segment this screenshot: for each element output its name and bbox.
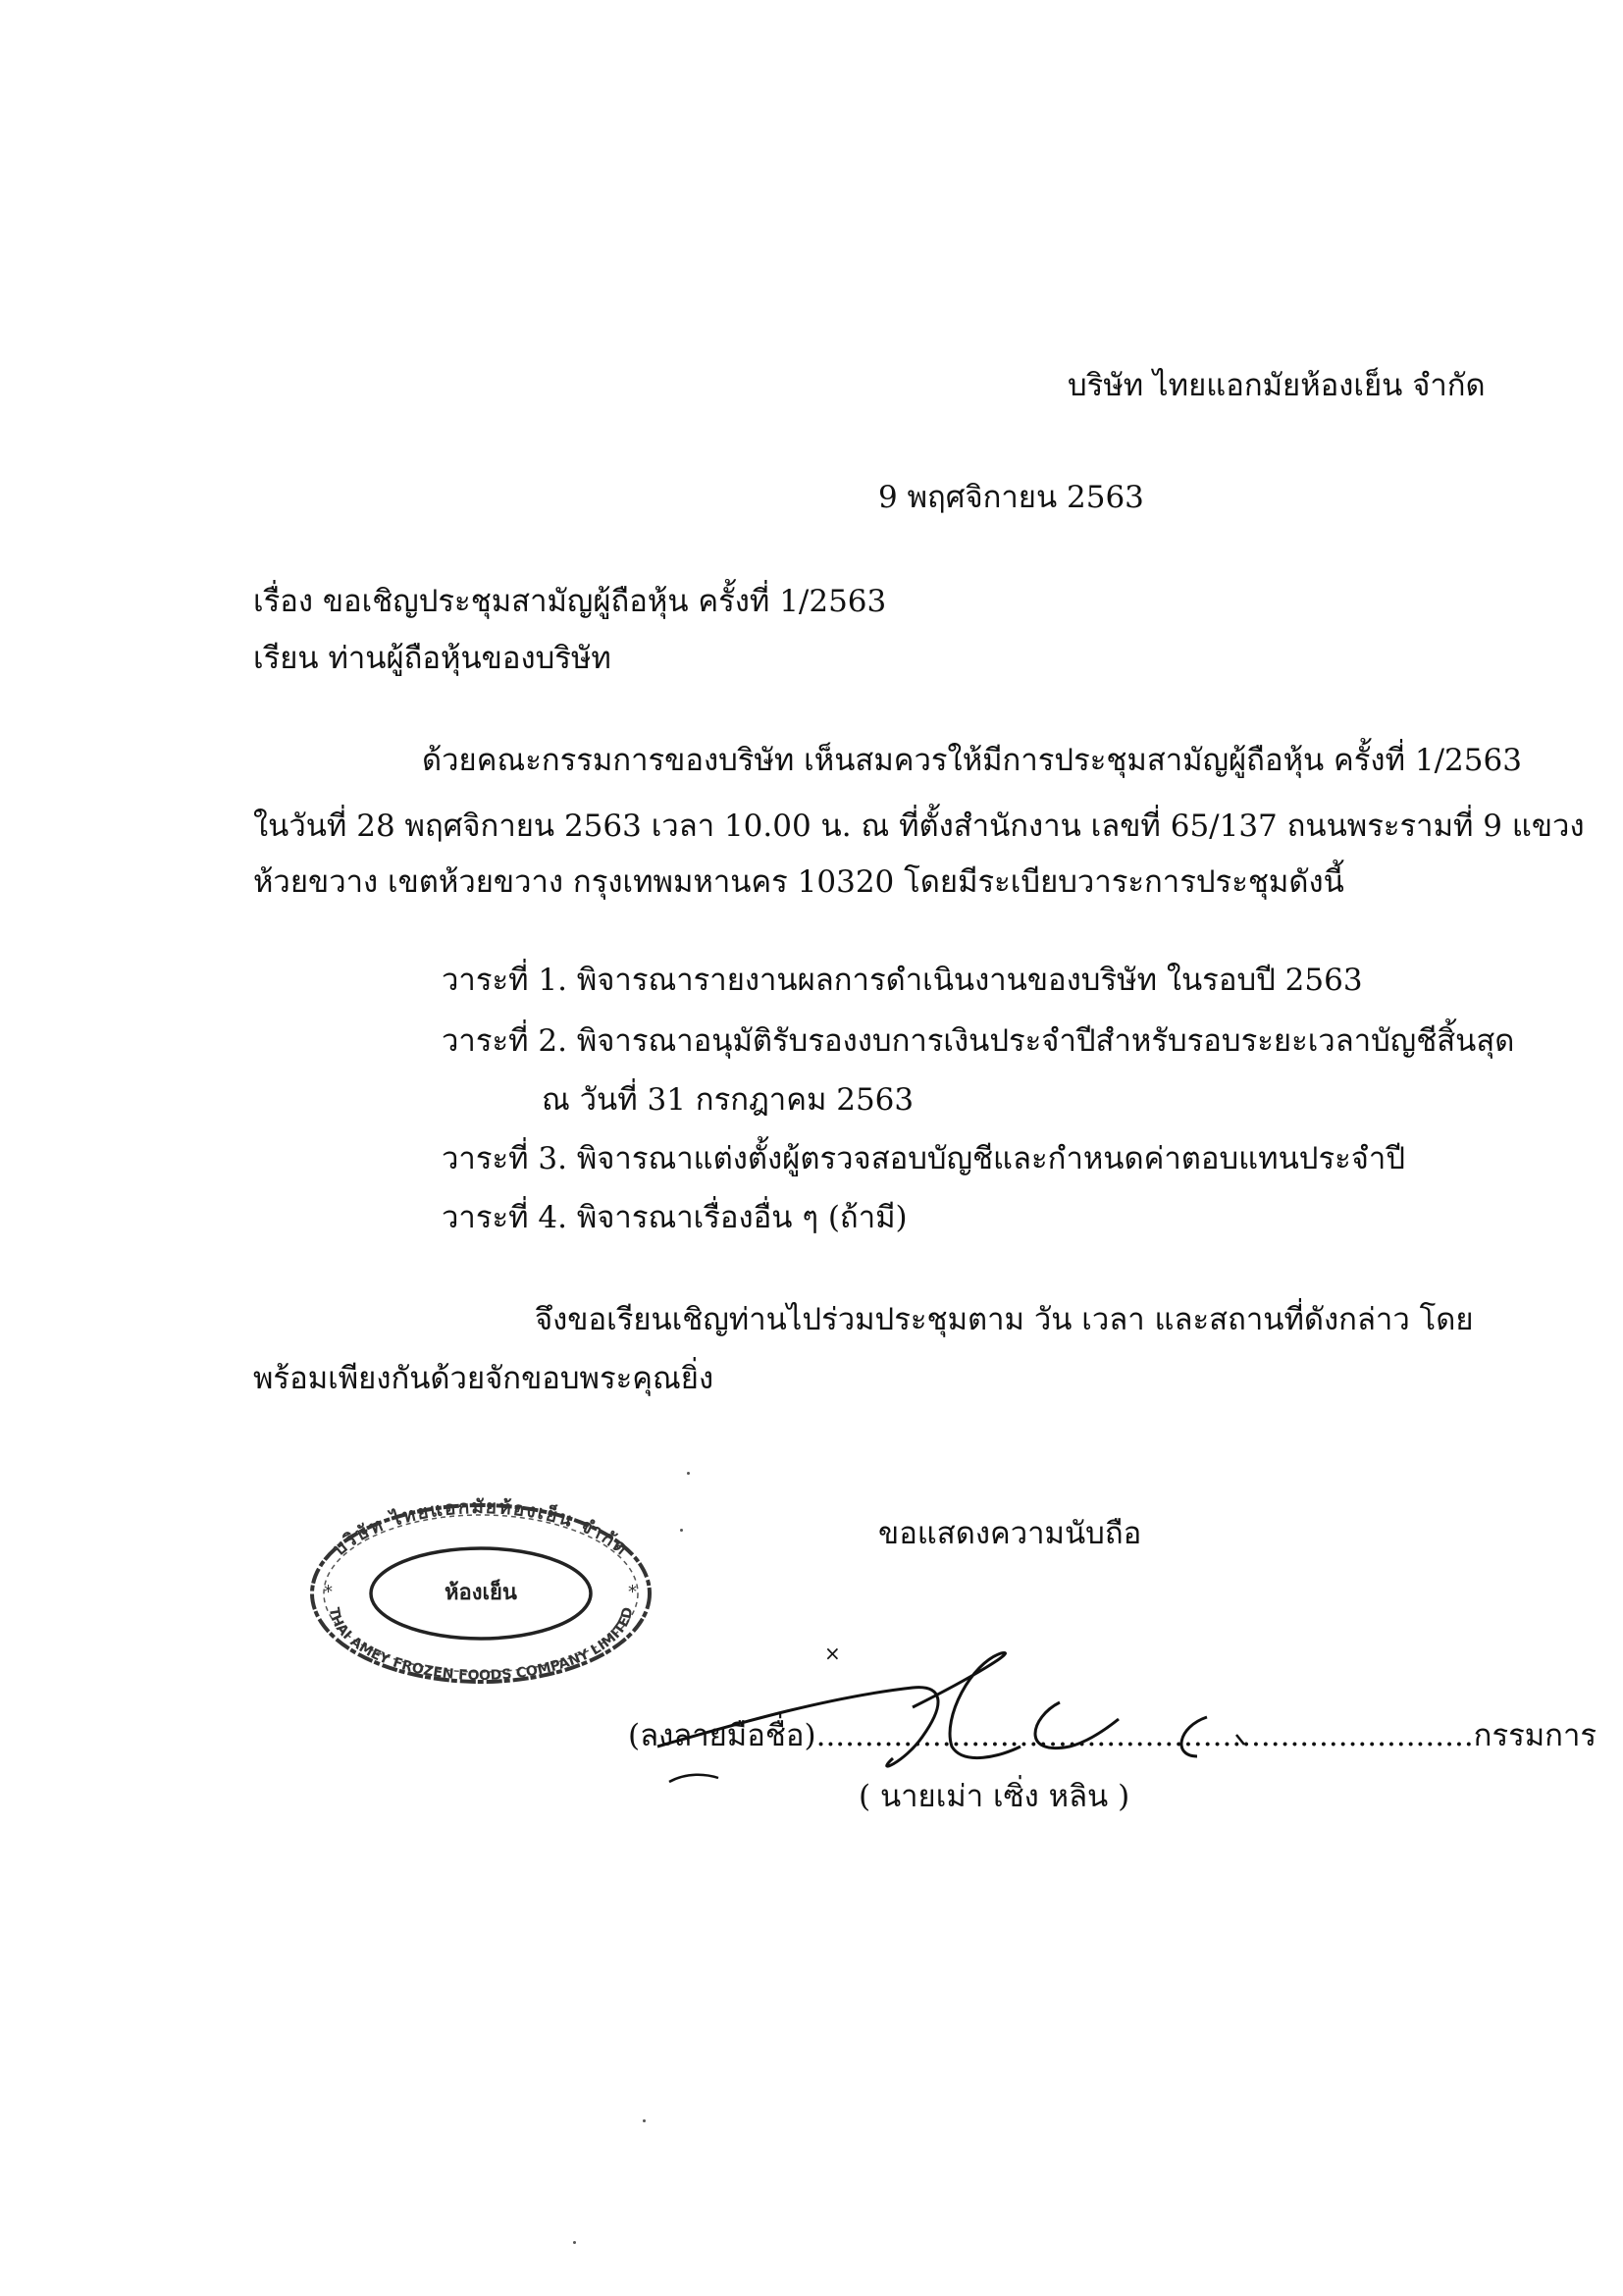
svg-text:*: * bbox=[324, 1582, 333, 1602]
signer-name: ( นายเม่า เซิ่ง หลิน ) bbox=[859, 1779, 1130, 1814]
svg-text:บริษัท ไทยแอกมัยห้องเย็น จำกัด bbox=[329, 1496, 634, 1560]
handwritten-signature bbox=[648, 1609, 1295, 1805]
paragraph-line: ด้วยคณะกรรมการของบริษัท เห็นสมควรให้มีการประชุมสามัญผู้ถือหุ้น ครั้งที่ 1/2563 bbox=[422, 743, 1522, 778]
closing-text: ขอแสดงความนับถือ bbox=[878, 1516, 1142, 1551]
agenda-item-1: วาระที่ 1. พิจารณารายงานผลการดำเนินงานของบริษัท ในรอบปี 2563 bbox=[442, 963, 1363, 998]
agenda-item-2: วาระที่ 2. พิจารณาอนุมัติรับรองงบการเงินประจำปีสำหรับรอบระยะเวลาบัญชีสิ้นสุด bbox=[442, 1023, 1515, 1059]
seal-top-text: บริษัท ไทยแอกมัยห้องเย็น จำกัด bbox=[328, 1495, 634, 1561]
paragraph-line: ห้วยขวาง เขตห้วยขวาง กรุงเทพมหานคร 10320 โดยมีระเบียบวาระการประชุมดังนี้ bbox=[253, 864, 1344, 900]
scan-speck bbox=[643, 2119, 646, 2122]
agenda-item-4: วาระที่ 4. พิจารณาเรื่องอื่น ๆ (ถ้ามี) bbox=[442, 1200, 908, 1235]
signature-line: (ลงลายมือชื่อ)....................................................................กรรมการ bbox=[628, 1718, 1597, 1753]
letter-salutation: เรียน ท่านผู้ถือหุ้นของบริษัท bbox=[253, 641, 611, 676]
agenda-item-2-continued: ณ วันที่ 31 กรกฎาคม 2563 bbox=[542, 1082, 915, 1118]
seal-center-text: ห้องเย็น bbox=[445, 1581, 517, 1605]
agenda-item-3: วาระที่ 3. พิจารณาแต่งตั้งผู้ตรวจสอบบัญชีและกำหนดค่าตอบแทนประจำปี bbox=[442, 1141, 1406, 1176]
scan-speck bbox=[687, 1472, 690, 1475]
company-name: บริษัท ไทยแอกมัยห้องเย็น จำกัด bbox=[1068, 368, 1486, 403]
scan-speck bbox=[573, 2241, 576, 2244]
seal-bottom-text: THAI AMEY FROZEN FOODS COMPANY LIMITED bbox=[325, 1605, 637, 1685]
company-seal bbox=[294, 1491, 667, 1688]
letter-date: 9 พฤศจิกายน 2563 bbox=[878, 480, 1144, 515]
letter-subject: เรื่อง ขอเชิญประชุมสามัญผู้ถือหุ้น ครั้งที่ 1/2563 bbox=[253, 584, 887, 619]
svg-text:*: * bbox=[628, 1582, 637, 1602]
svg-text:THAI AMEY FROZEN FOODS COMPANY bbox=[326, 1606, 637, 1684]
scan-speck bbox=[680, 1529, 683, 1532]
paragraph-line: พร้อมเพียงกันด้วยจักขอบพระคุณยิ่ง bbox=[253, 1361, 714, 1396]
paragraph-line: ในวันที่ 28 พฤศจิกายน 2563 เวลา 10.00 น. ณ ที่ตั้งสำนักงาน เลขที่ 65/137 ถนนพระรามที่ 9 แขวง bbox=[253, 809, 1585, 844]
svg-text:×: × bbox=[824, 1642, 841, 1665]
paragraph-line: จึงขอเรียนเชิญท่านไปร่วมประชุมตาม วัน เวลา และสถานที่ดังกล่าว โดย bbox=[535, 1302, 1474, 1337]
